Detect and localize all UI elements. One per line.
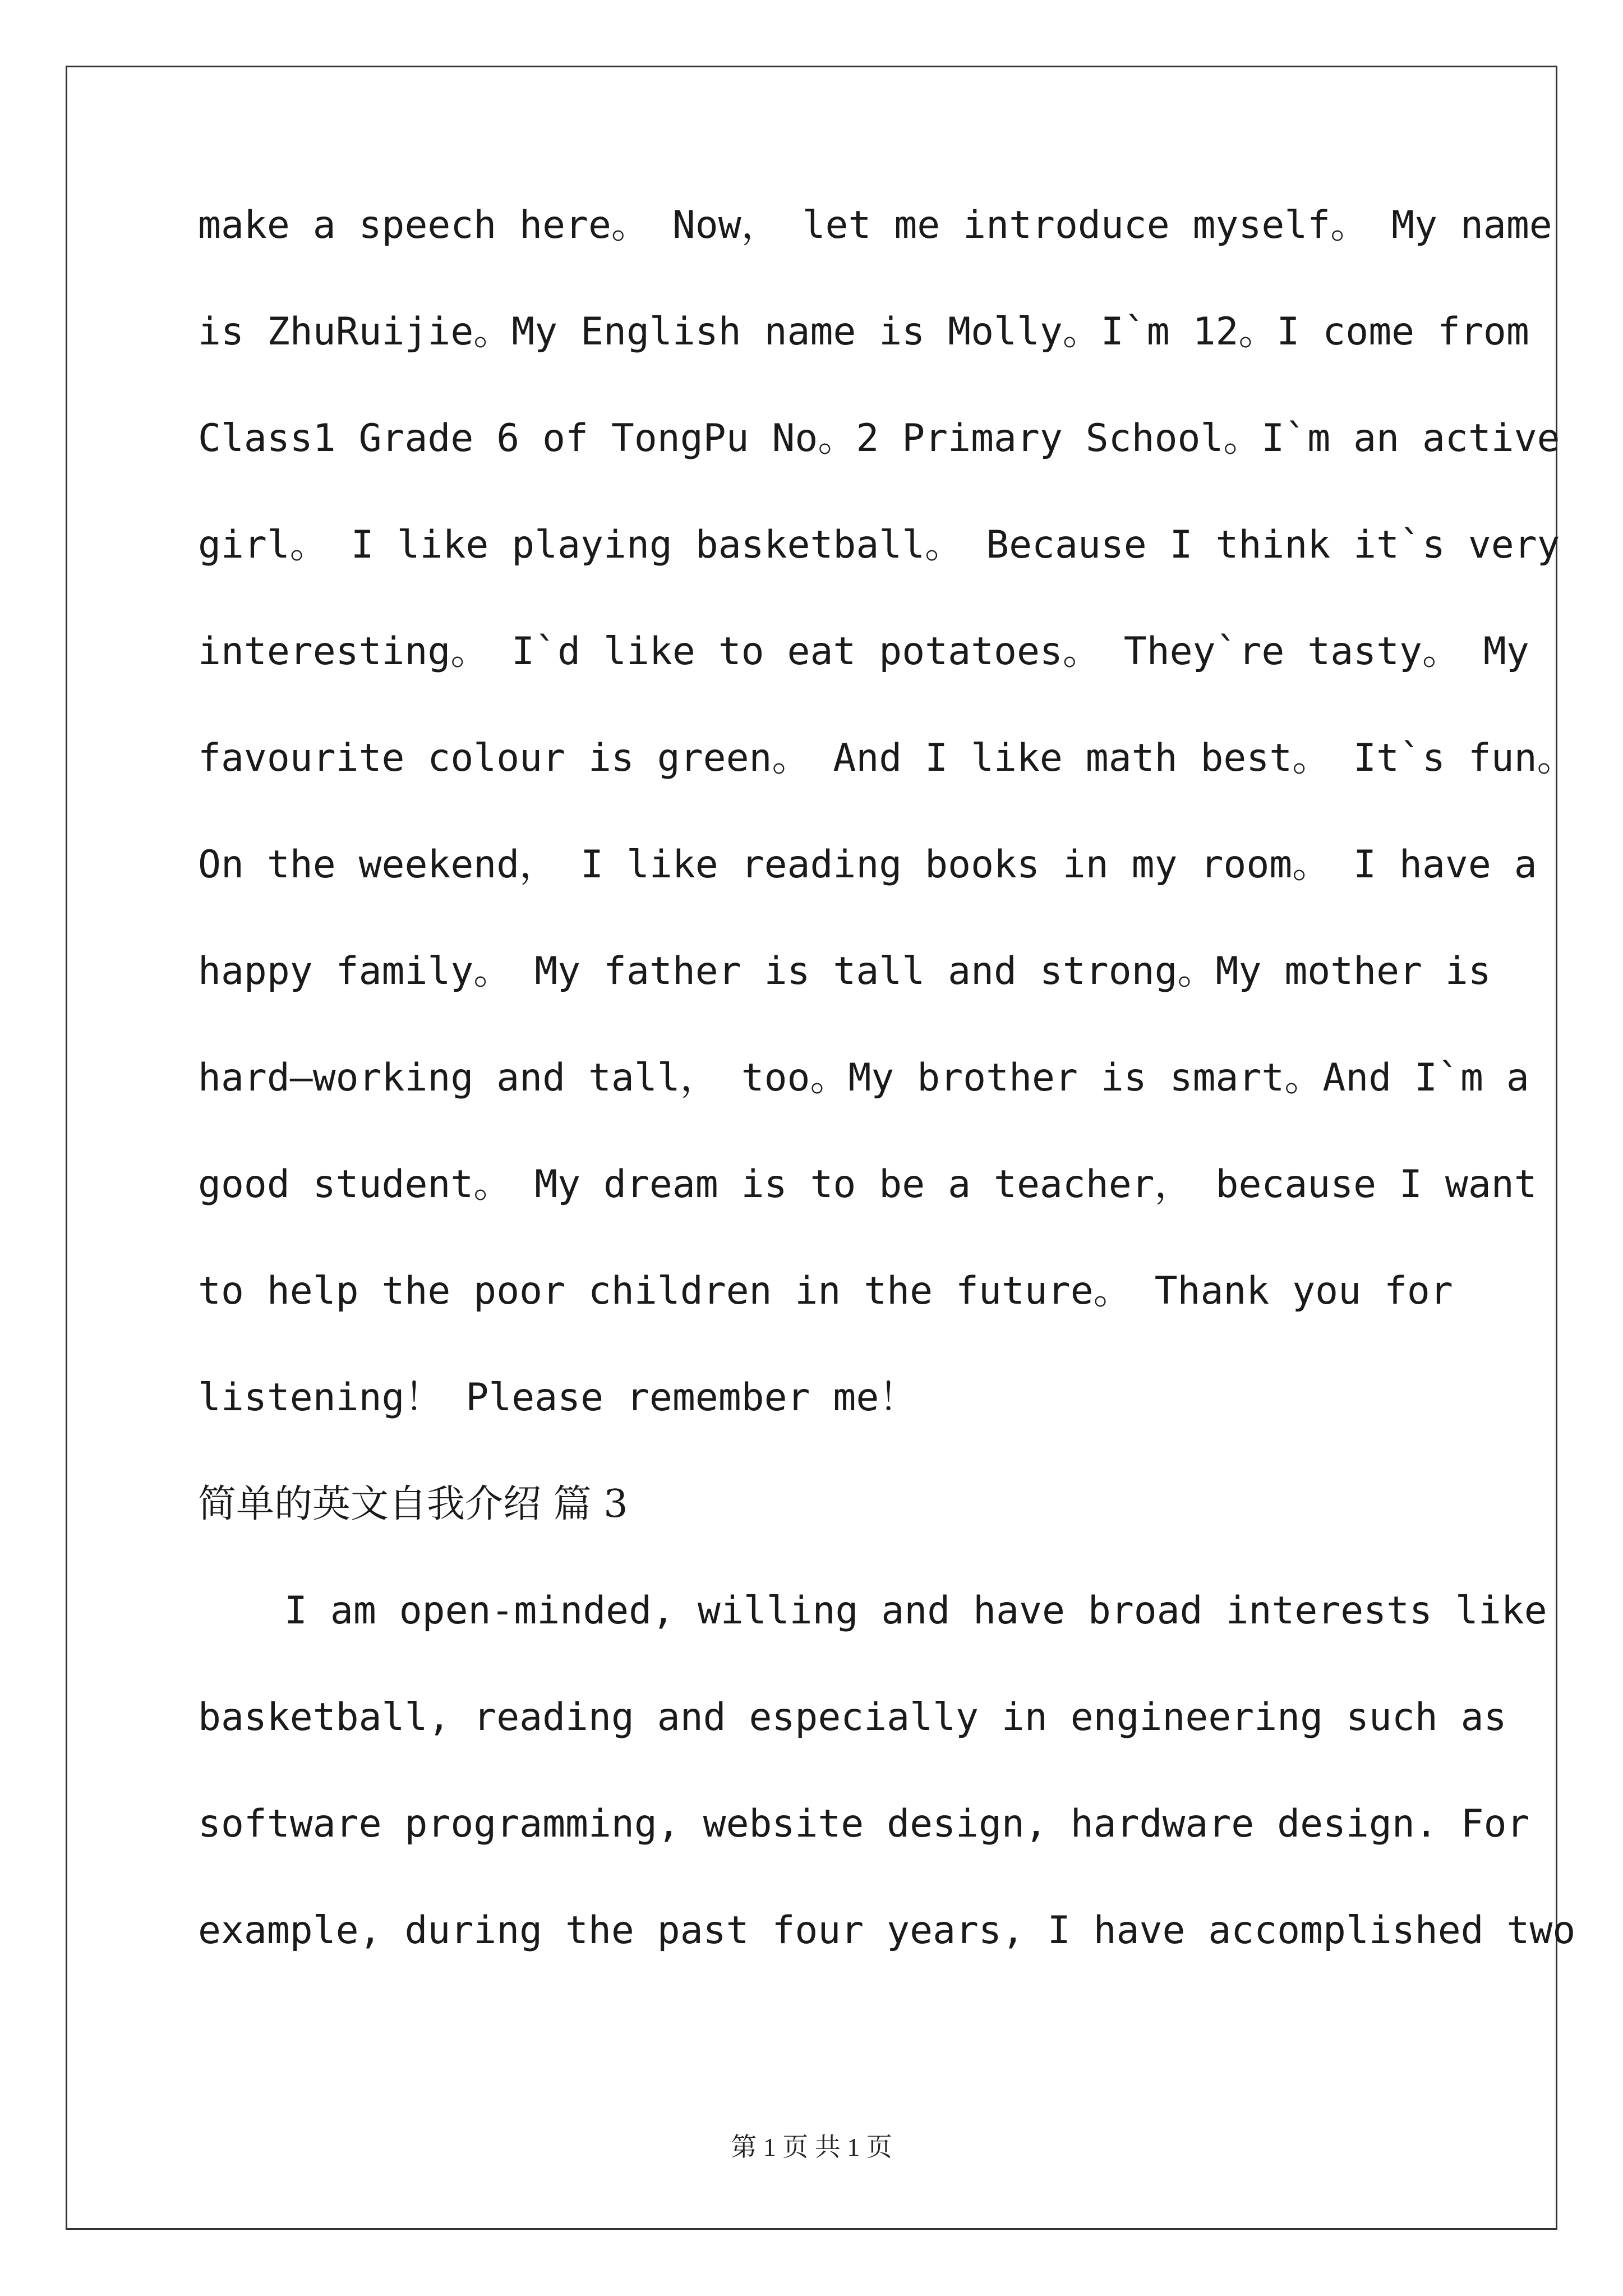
text-line: make a speech here。 Now， let me introduce myself。 My name [198, 203, 1552, 247]
text-line: I am open-minded, willing and have broad interests like [284, 1589, 1547, 1633]
text-line: favourite colour is green。 And I like math best。 It`s fun。 [198, 736, 1575, 780]
text-line: listening！ Please remember me！ [198, 1375, 917, 1420]
text-line: happy family。 My father is tall and strong。My mother is [198, 949, 1491, 993]
page-footer: 第 1 页 共 1 页 [731, 2133, 892, 2161]
text-line: girl。 I like playing basketball。 Because I think it`s very [198, 523, 1560, 567]
text-line: software programming, website design, hardware design. For [198, 1802, 1530, 1846]
section-heading: 简单的英文自我介绍 篇 3 [198, 1482, 628, 1526]
text-line: is ZhuRuijie。My English name is Molly。I`m 12。I come from [198, 310, 1529, 354]
text-line: Class1 Grade 6 of TongPu No。2 Primary School。I`m an active [198, 416, 1560, 461]
text-line: hard—working and tall， too。My brother is smart。And I`m a [198, 1056, 1529, 1100]
text-line: example, during the past four years, I have accomplished two [198, 1908, 1576, 1953]
text-line: interesting。 I`d like to eat potatoes。 They`re tasty。 My [198, 629, 1529, 674]
text-line: good student。 My dream is to be a teacher， because I want [198, 1162, 1537, 1207]
text-line: basketball, reading and especially in engineering such as [198, 1695, 1507, 1740]
text-line: to help the poor children in the future。 Thank you for [198, 1269, 1453, 1313]
text-line: On the weekend， I like reading books in my room。 I have a [198, 843, 1537, 887]
